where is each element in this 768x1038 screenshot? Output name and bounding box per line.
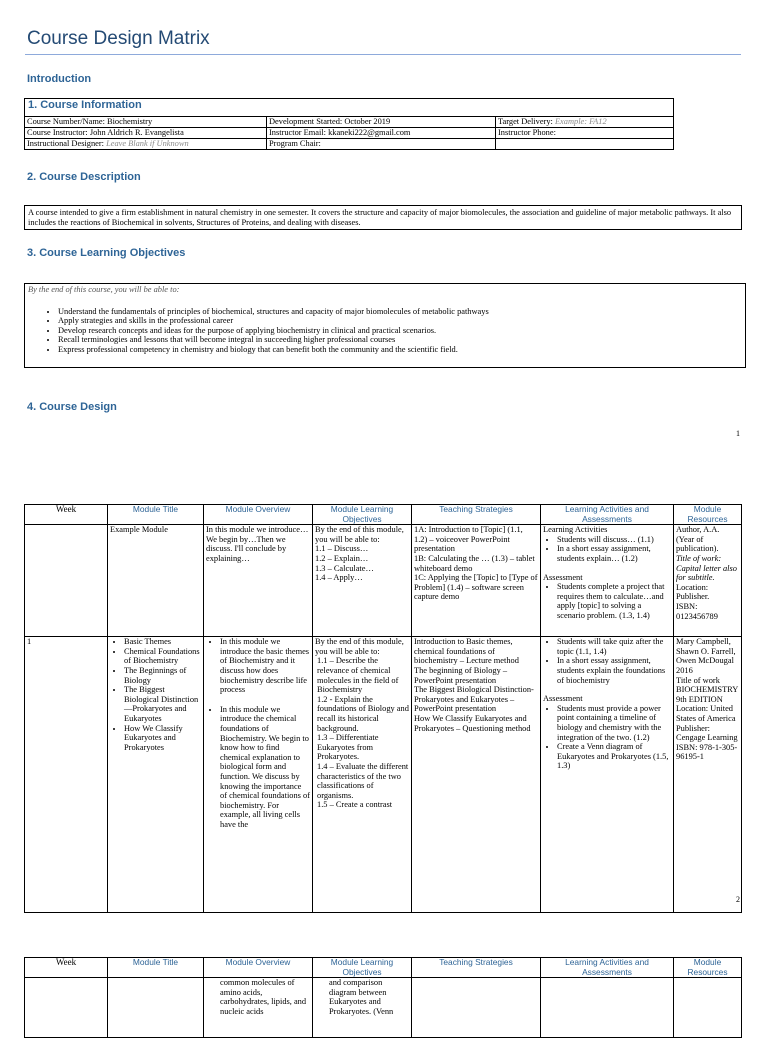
- column-header: Module Learning Objectives: [313, 958, 412, 978]
- objective-line: 1.2 - Explain the foundations of Biology and recall its historical background.: [317, 694, 409, 733]
- resource-line: Publisher: Cengage Learning: [676, 723, 738, 743]
- objective-item: • Understand the fundamentals of principles of biochemical, structures and capacity of major biomolecules of metabolic pathways: [58, 307, 742, 317]
- activity-item: • In a short essay assignment, students explain the foundations of biochemistry: [557, 656, 671, 685]
- example-objectives-intro: By the end of this module, you will be able to:: [315, 525, 404, 544]
- column-header: Module Resources: [674, 505, 742, 525]
- course-description-text: A course intended to give a firm establishment in natural chemistry in one semester. It covers the structure and capacity of major biomolecules, the association and guideline of major metabolic pathways. It also includes the reactions of Biochemical in solvents, Structures of Proteins, and dealing with diseases.: [28, 208, 732, 227]
- objectives-box: [24, 283, 746, 368]
- objective-item: • Develop research concepts and ideas for the purpose of applying biochemistry in clinical and practical scenarios.: [58, 326, 742, 336]
- activity-item: • Students will take quiz after the topic (1.1, 1.4): [557, 637, 671, 656]
- example-resources: [674, 525, 742, 637]
- info-row: [25, 128, 674, 139]
- course-description-box: [24, 205, 742, 230]
- week-1-row: [25, 637, 742, 913]
- column-header: Week: [25, 505, 108, 525]
- activity-item: • Students will discuss… (1.1): [557, 535, 671, 545]
- info-label: Development Started:: [269, 117, 345, 126]
- info-row: [25, 117, 674, 128]
- info-cell: [25, 128, 267, 139]
- info-value: October 2019: [344, 117, 391, 126]
- resource-line: Author, A.A. (Year of publication).: [676, 525, 720, 554]
- objective-line: 1.4 – Evaluate the different characteristics of the two classifications of organisms.: [317, 761, 409, 800]
- page-number: 2: [736, 895, 740, 904]
- assessment-item: • Students complete a project that requires them to calculate…and apply [topic] to solving a scenario problem. (1.3, 1.4): [557, 582, 671, 620]
- example-activities: [541, 525, 674, 637]
- info-cell: [25, 117, 267, 128]
- resource-line: Location: United States of America: [676, 704, 736, 723]
- objective-item: • Apply strategies and skills in the professional career: [58, 316, 742, 326]
- week1-resources: [674, 637, 742, 913]
- objective-line: 1.3 – Calculate…: [315, 563, 374, 573]
- info-cell: [496, 128, 674, 139]
- objective-item: • Express professional competency in chemistry and biology that can benefit both the community and the scientific field.: [58, 345, 742, 355]
- column-header: Learning Activities and Assessments: [541, 958, 674, 978]
- resource-line: ISBN: 978-1-305-96195-1: [676, 742, 738, 762]
- info-label: Program Chair:: [269, 139, 321, 148]
- week1-objectives-intro: By the end of this module, you will be able to:: [315, 637, 404, 656]
- course-info-section: [24, 98, 674, 150]
- column-header: Teaching Strategies: [412, 505, 541, 525]
- info-cell: [267, 128, 496, 139]
- info-label: Instructional Designer:: [27, 139, 107, 148]
- info-label: Instructor Phone:: [498, 128, 556, 137]
- assessment-item: • Students must provide a power point containing a timeline of biology and chemistry with the integration of the two. (1.2): [557, 704, 671, 742]
- resource-line: Mary Campbell, Shawn O. Farrell, Owen McDougal: [676, 637, 736, 666]
- info-row: [25, 139, 674, 150]
- resource-line: Location: Publisher.: [676, 582, 710, 602]
- week1-strategies: Introduction to Basic themes, chemical foundations of biochemistry – Lecture method The beginning of Biology – PowerPoint presentation The Biggest Biological Distinction- Prokaryotes and Eukaryotes – PowerPoint presentation How We Classify Eukaryotes and Prokaryotes – Questioning method: [412, 637, 541, 913]
- course-design-table-continued: [24, 957, 742, 1038]
- module-title-item: • Chemical Foundations of Biochemistry: [124, 647, 201, 666]
- week1-titles: [108, 637, 204, 913]
- title-rule: [25, 54, 741, 55]
- example-overview: In this module we introduce…We begin by…Then we discuss. I'll conclude by explaining…: [204, 525, 313, 637]
- introduction-heading: Introduction: [27, 73, 92, 85]
- course-info-heading: 1. Course Information: [28, 99, 142, 111]
- info-hint: Leave Blank if Unknown: [106, 139, 189, 148]
- column-header: Learning Activities and Assessments: [541, 505, 674, 525]
- example-week: [25, 525, 108, 637]
- info-cell: [25, 139, 267, 150]
- week1-activities: [541, 637, 674, 913]
- week1-week: 1: [25, 637, 108, 913]
- module-title-item: • How We Classify Eukaryotes and Prokaryotes: [124, 724, 201, 753]
- example-strategies: 1A: Introduction to [Topic] (1.1, 1.2) – voiceover PowerPoint presentation 1B: Calculating the … (1.3) – tablet whiteboard demo 1C: Applying the [Topic] to [Type of Problem] (1.4) – software screen capture demo: [412, 525, 541, 637]
- module-title-item: • The Beginnings of Biology: [124, 666, 201, 685]
- overview-item: • In this module we introduce the basic themes of Biochemistry and it discuss how does biochemistry describe life process: [220, 637, 310, 695]
- continued-objectives: and comparison diagram between Eukaryotes and Prokaryotes. (Venn: [313, 978, 412, 1038]
- info-hint: Example: FA12: [554, 117, 607, 126]
- objectives-list: [28, 307, 742, 355]
- course-design-heading: 4. Course Design: [27, 401, 117, 413]
- example-title: Example Module: [108, 525, 204, 637]
- objective-line: 1.3 – Differentiate Eukaryotes from Prokaryotes.: [317, 733, 379, 762]
- info-cell: [496, 117, 674, 128]
- continued-row: [25, 978, 742, 1038]
- column-header: Week: [25, 958, 108, 978]
- column-header: Module Resources: [674, 958, 742, 978]
- info-value: Biochemistry: [107, 117, 153, 126]
- week1-objectives: [313, 637, 412, 913]
- info-cell: [496, 139, 674, 150]
- objective-line: 1.1 – Describe the relevance of chemical molecules in the field of Biochemistry: [317, 656, 399, 695]
- info-cell: [267, 117, 496, 128]
- objective-line: 1.4 – Apply…: [315, 573, 363, 583]
- assessment-item: • Create a Venn diagram of Eukaryotes and Prokaryotes (1.5, 1.3): [557, 742, 671, 771]
- objective-line: 1.1 – Discuss…: [315, 544, 369, 554]
- example-activities-heading: Learning Activities: [543, 525, 608, 535]
- week1-overview: [204, 637, 313, 913]
- column-header: Module Title: [108, 958, 204, 978]
- page-title: Course Design Matrix: [27, 28, 210, 49]
- example-objectives: [313, 525, 412, 637]
- objectives-intro: By the end of this course, you will be able to:: [28, 285, 180, 294]
- page-number: 1: [736, 429, 740, 438]
- info-label: Instructor Email:: [269, 128, 329, 137]
- column-header: Module Overview: [204, 958, 313, 978]
- info-label: Course Number/Name:: [27, 117, 108, 126]
- info-value: kkaneki222@gmail.com: [328, 128, 411, 137]
- overview-item: • In this module we introduce the chemical foundations of Biochemistry. We begin to know how to find chemical explanation to biological form and function. We discuss by knowing the importance of chemical foundations of biochemistry. For example, all living cells have the: [220, 705, 310, 830]
- info-label: Target Delivery:: [498, 117, 555, 126]
- column-header: Module Learning Objectives: [313, 505, 412, 525]
- objective-item: • Recall terminologies and lessons that will become integral in succeeding higher professional courses: [58, 335, 742, 345]
- objective-line: 1.2 – Explain…: [315, 553, 369, 563]
- module-title-item: • The Biggest Biological Distinction—Prokaryotes and Eukaryotes: [124, 685, 201, 723]
- column-header: Module Title: [108, 505, 204, 525]
- objective-line: 1.5 – Create a contrast: [317, 800, 393, 810]
- info-cell: [267, 139, 496, 150]
- resource-line: 2016: [676, 665, 693, 675]
- resource-line: BIOCHEMISTRY 9th EDITION: [676, 685, 739, 704]
- course-design-table: [24, 504, 742, 913]
- resource-line: Title of work: Capital letter also for subtitle.: [676, 553, 737, 583]
- course-info-table: [24, 116, 674, 150]
- info-label: Course Instructor:: [27, 128, 90, 137]
- course-description-heading: 2. Course Description: [27, 171, 141, 183]
- resource-line: ISBN: 0123456789: [676, 601, 718, 621]
- week1-assessment-heading: Assessment: [543, 694, 583, 704]
- resource-line: Title of work: [676, 675, 720, 685]
- column-header: Teaching Strategies: [412, 958, 541, 978]
- example-module-row: [25, 525, 742, 637]
- activity-item: • In a short essay assignment, students explain… (1.2): [557, 544, 671, 563]
- example-assessment-heading: Assessment: [543, 572, 583, 582]
- objectives-heading: 3. Course Learning Objectives: [27, 247, 186, 259]
- continued-overview: common molecules of amino acids, carbohydrates, lipids, and nucleic acids: [204, 978, 313, 1038]
- module-title-item: • Basic Themes: [124, 637, 201, 647]
- info-value: John Aldrich R. Evangelista: [89, 128, 184, 137]
- column-header: Module Overview: [204, 505, 313, 525]
